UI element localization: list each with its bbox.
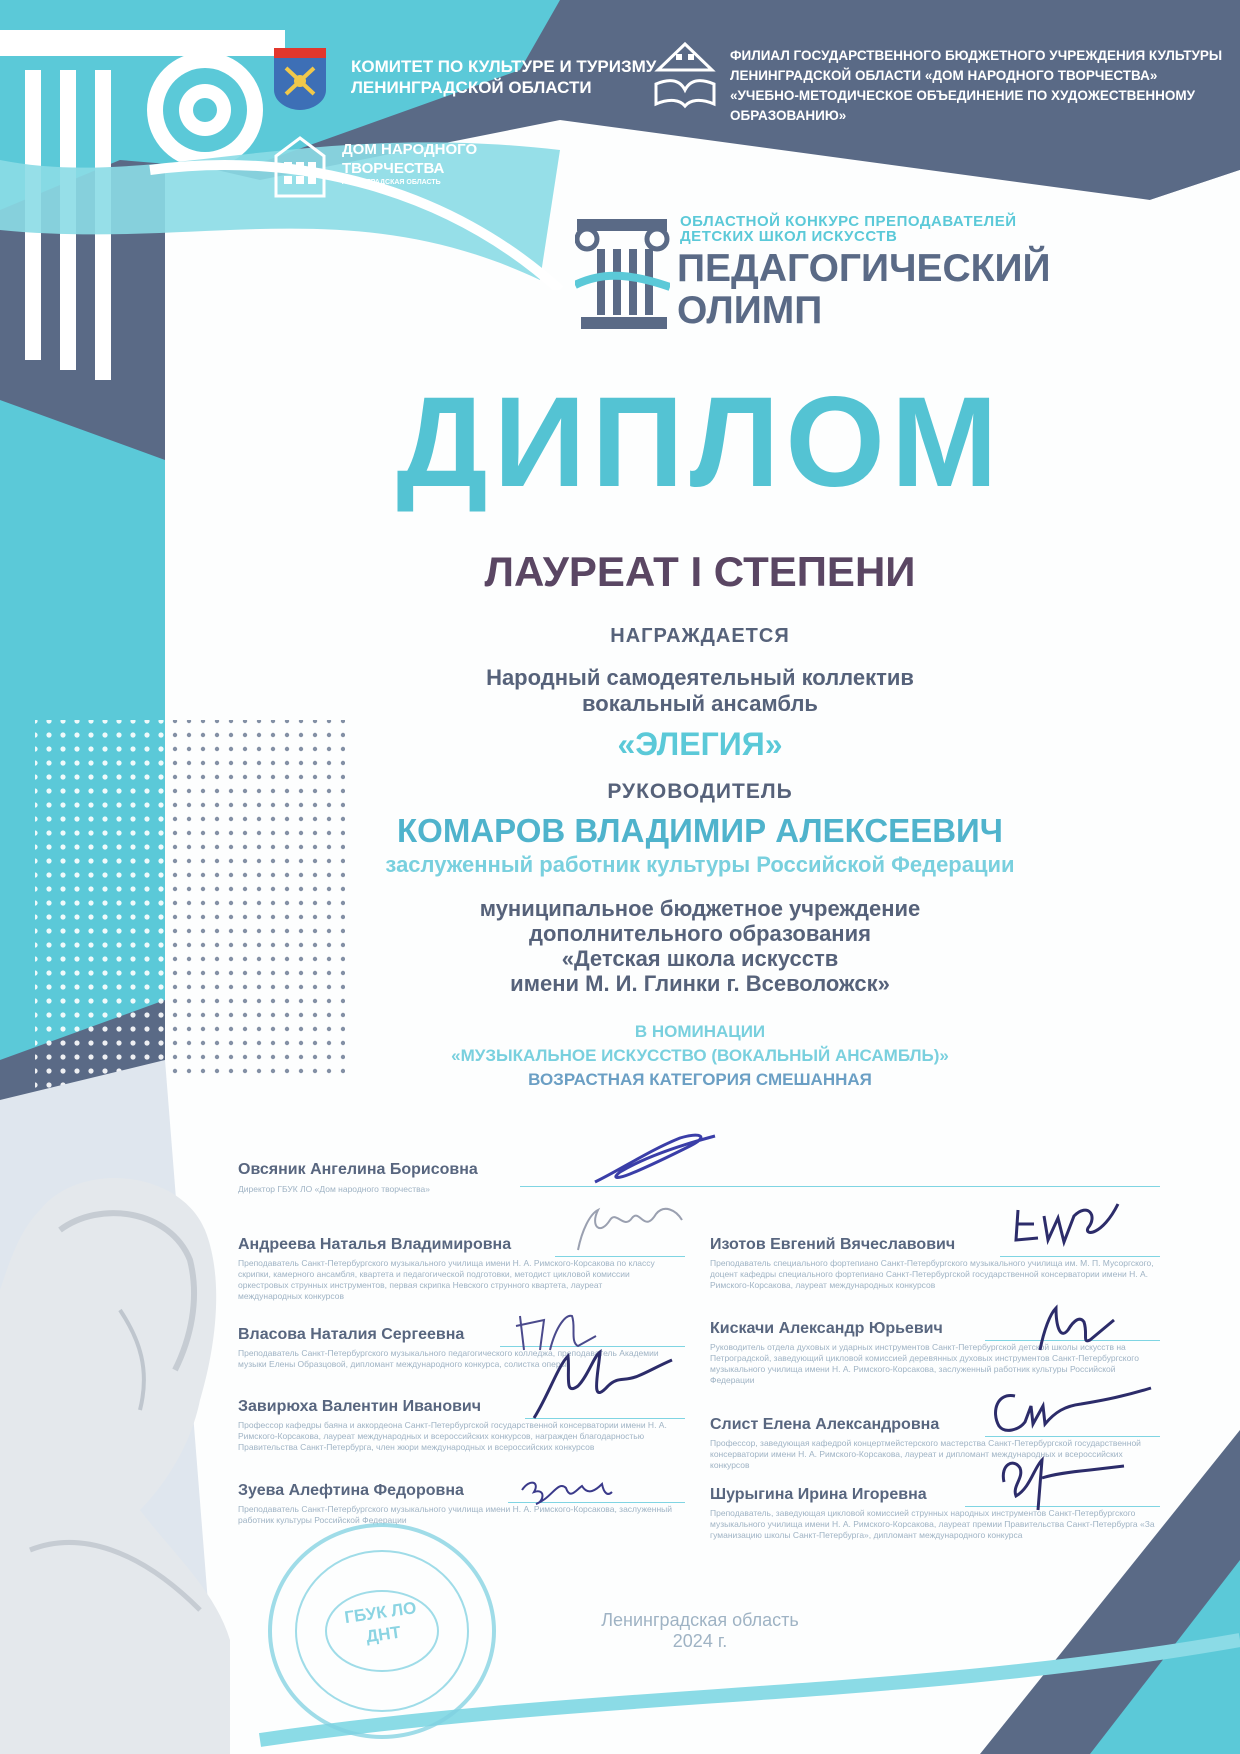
stamp-line-1: ГБУК ЛО <box>343 1598 418 1628</box>
jury-right-3-desc: Преподаватель, заведующая цикловой комиссией струнных народных инструментов Санкт-Петербургского музыкального училища имени Н. А. Римского-Корсакова, лауреат премии Правительства Санкт-Петербурга «За гуманизацию школы Санкт-Петербурга», дипломант международного конкурса <box>710 1508 1155 1540</box>
branch-name <box>730 46 1240 126</box>
nomination-block <box>300 1020 1100 1092</box>
branch-line-1: ФИЛИАЛ ГОСУДАРСТВЕННОГО БЮДЖЕТНОГО УЧРЕЖДЕНИЯ КУЛЬТУРЫ <box>730 48 1223 63</box>
age-category: ВОЗРАСТНАЯ КАТЕГОРИЯ СМЕШАННАЯ <box>528 1070 872 1089</box>
jury-right-0-signature <box>1008 1196 1138 1256</box>
contest-subtitle-line-1: ОБЛАСТНОЙ КОНКУРС ПРЕПОДАВАТЕЛЕЙ <box>680 213 1017 230</box>
leader-name: КОМАРОВ ВЛАДИМИР АЛЕКСЕЕВИЧ <box>397 812 1003 849</box>
footer-year: 2024 г. <box>672 1631 728 1651</box>
contest-title-line-2: ОЛИМП <box>677 289 823 332</box>
dnt-name <box>342 140 477 188</box>
dnt-line-2: ТВОРЧЕСТВА <box>342 160 445 177</box>
jury-left-2-name: Завирюха Валентин Иванович <box>238 1398 482 1415</box>
jury-right-0-name: Изотов Евгений Вячеславович <box>710 1236 956 1253</box>
branch-line-2: ЛЕНИНГРАДСКОЙ ОБЛАСТИ «ДОМ НАРОДНОГО ТВОРЧЕСТВА» <box>730 68 1158 83</box>
collective-line-2: вокальный ансамбль <box>582 691 818 716</box>
jury-right-3-name: Шурыгина Ирина Игоревна <box>710 1486 927 1503</box>
jury-left-3-desc: Преподаватель Санкт-Петербургского музыкального училища имени Н. А. Римского-Корсакова, заслуженный работник культуры Российской Федерации <box>238 1504 673 1525</box>
jury-left-0-name: Андреева Наталья Владимировна <box>238 1236 512 1253</box>
leader-title: заслуженный работник культуры Российской Федерации <box>385 852 1015 877</box>
branch-line-3: «УЧЕБНО-МЕТОДИЧЕСКОЕ ОБЪЕДИНЕНИЕ ПО ХУДОЖЕСТВЕННОМУ ОБРАЗОВАНИЮ» <box>730 88 1195 123</box>
nomination-label: В НОМИНАЦИИ <box>634 1022 766 1041</box>
jury-right-2-signature <box>985 1382 1155 1442</box>
school-name <box>300 896 1100 996</box>
dnt-line-3: ЛЕНИНГРАДСКАЯ ОБЛАСТЬ <box>342 179 441 186</box>
footer <box>560 1610 840 1652</box>
footer-place: Ленинградская область <box>601 1610 799 1630</box>
school-line-4: имени М. И. Глинки г. Всеволожск» <box>510 971 890 996</box>
jury-left-2-signature <box>528 1346 678 1426</box>
jury-right-1-desc: Руководитель отдела духовых и ударных инструментов Санкт-Петербургской детской школы искусств на Петроградской, заведующий цикловой комиссией деревянных духовых инструментов Санкт-Петербургского музыкального училища имени Н. А. Римского-Корсакова, заслуженный работник культуры Российской Федерации <box>710 1342 1139 1385</box>
branch-logo-icon <box>650 40 720 110</box>
jury-left-0-desc: Преподаватель Санкт-Петербургского музыкального училища имени Н. А. Римского-Корсакова по классу скрипки, камерного ансамбля, квартета и педагогической подготовки, методист цикловой комиссии оркестровых струнных инструментов, первая скрипка Невского струнного квартета, лауреат международных конкурсов <box>238 1258 655 1301</box>
school-line-2: дополнительного образования <box>529 921 871 946</box>
school-line-3: «Детская школа искусств <box>561 946 839 971</box>
stamp-line-2: ДНТ <box>364 1622 403 1647</box>
jury-right-0-line <box>1000 1256 1160 1257</box>
jury-left-3-signature <box>516 1470 616 1510</box>
contest-subtitle-line-2: ДЕТСКИХ ШКОЛ ИСКУССТВ <box>680 228 898 245</box>
jury-right-2-desc: Профессор, заведующая кафедрой концертмейстерского мастерства Санкт-Петербургской государственной консерватории имени Н. А. Римского-Корсакова, лауреат и дипломант международных и всероссийских конкурсов <box>710 1438 1141 1470</box>
jury-left-1-name: Власова Наталия Сергеевна <box>238 1326 465 1343</box>
bust-illustration <box>0 1170 230 1754</box>
jury-left-2-desc: Профессор кафедры баяна и аккордеона Санкт-Петербургской государственной консерватории имени Н. А. Римского-Корсакова, лауреат международных и всероссийских конкурсов, награжден благодарностью Правительства Санкт-Петербурга, член жюри международных и всероссийских конкурсов <box>238 1420 667 1452</box>
jury-right-0-desc: Преподаватель специального фортепиано Санкт-Петербургского музыкального училища им. М. П. Мусоргского, доцент кафедры специального фортепиано Санкт-Петербургской государственной консерватории имени Н. А. Римского-Корсакова, лауреат международных конкурсов <box>710 1258 1154 1290</box>
school-line-1: муниципальное бюджетное учреждение <box>479 896 921 921</box>
leader-label: РУКОВОДИТЕЛЬ <box>607 780 793 803</box>
column-logo-icon <box>575 215 670 333</box>
jury-right-2-name: Слист Елена Александровна <box>710 1416 940 1433</box>
director-name: Овсяник Ангелина Борисовна <box>238 1161 478 1178</box>
contest-title-line-1: ПЕДАГОГИЧЕСКИЙ <box>677 247 1051 290</box>
collective-description <box>300 665 1100 717</box>
jury-right-3-signature <box>990 1448 1130 1518</box>
awarded-label: НАГРАЖДАЕТСЯ <box>610 625 790 647</box>
jury-right-1-name: Кискачи Александр Юрьевич <box>710 1320 943 1337</box>
contest-title <box>677 248 1051 332</box>
collective-line-1: Народный самодеятельный коллектив <box>486 665 914 690</box>
jury-left-0-signature <box>570 1200 690 1260</box>
diploma-heading: ДИПЛОМ <box>396 371 1004 514</box>
committee-name <box>351 56 656 98</box>
jury-left-3-name: Зуева Алефтина Федоровна <box>238 1482 464 1499</box>
degree-title: ЛАУРЕАТ I СТЕПЕНИ <box>484 548 916 595</box>
jury-left-1-desc: Преподаватель Санкт-Петербургского музыкального педагогического колледжа, преподаватель Академии музыки Елены Образцовой, дипломант международного конкурса, солистка оперы <box>238 1348 659 1369</box>
ensemble-name: «ЭЛЕГИЯ» <box>617 726 783 762</box>
director-signature <box>590 1130 720 1190</box>
committee-line-1: КОМИТЕТ ПО КУЛЬТУРЕ И ТУРИЗМУ <box>351 57 657 76</box>
jury-right-1-signature <box>1030 1300 1120 1360</box>
coat-of-arms-icon <box>272 46 328 112</box>
nomination-value: «МУЗЫКАЛЬНОЕ ИСКУССТВО (ВОКАЛЬНЫЙ АНСАМБЛЬ)» <box>451 1046 949 1065</box>
dnt-logo-icon <box>274 136 326 198</box>
director-desc: Директор ГБУК ЛО «Дом народного творчества» <box>238 1184 430 1194</box>
committee-line-2: ЛЕНИНГРАДСКОЙ ОБЛАСТИ <box>351 78 592 97</box>
dnt-line-1: ДОМ НАРОДНОГО <box>342 141 478 158</box>
contest-subtitle <box>680 214 1017 244</box>
